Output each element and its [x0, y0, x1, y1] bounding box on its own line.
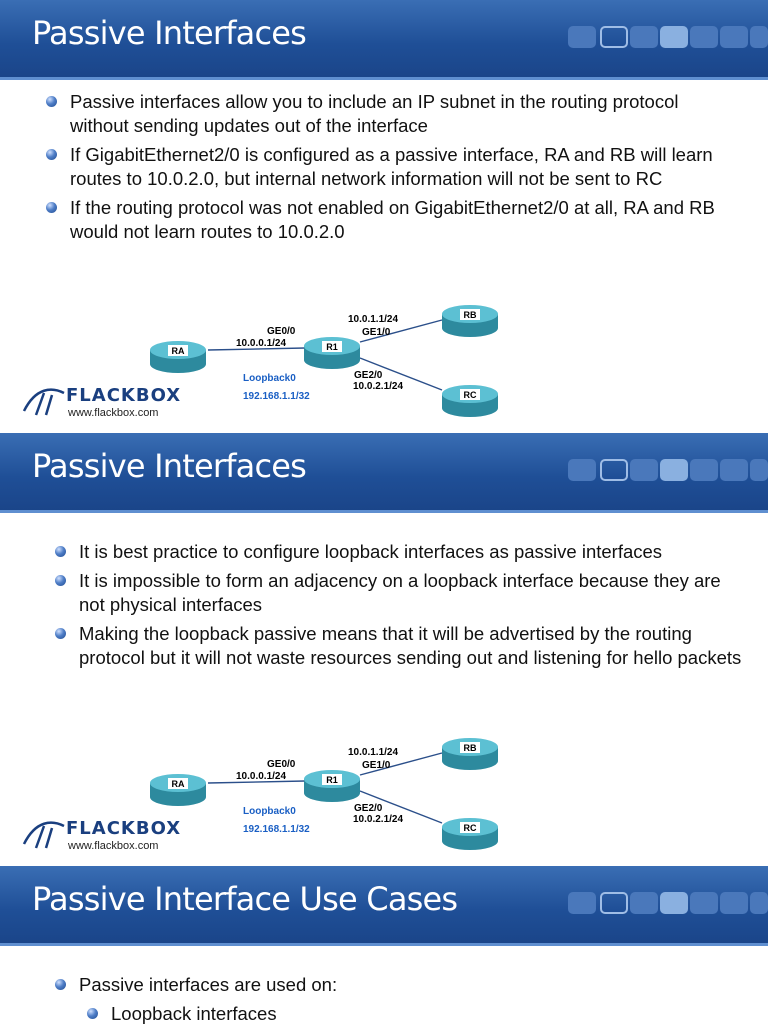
- ip-label: 10.0.2.1/24: [353, 814, 404, 825]
- router-rc-icon: [442, 818, 498, 850]
- slide-3: [0, 866, 768, 1024]
- router-label: R1: [326, 775, 338, 785]
- bullet-list: [55, 540, 745, 675]
- ip-label: 10.0.0.1/24: [236, 771, 287, 782]
- router-ra-icon: [150, 341, 206, 373]
- interface-label: GE2/0: [354, 803, 383, 814]
- bullet-icon: [87, 1008, 98, 1019]
- logo-url: www.flackbox.com: [68, 407, 159, 419]
- logo-brand: FLACKBOX: [66, 385, 182, 406]
- ip-label: 10.0.1.1/24: [348, 747, 399, 758]
- banner-decoration: [568, 892, 768, 918]
- bullet-icon: [55, 628, 66, 639]
- router-label: RA: [171, 346, 185, 356]
- sub-bullet-item: Loopback interfaces: [55, 1002, 745, 1024]
- bullet-icon: [46, 149, 57, 160]
- flackbox-logo-icon: [22, 385, 66, 417]
- network-diagram: [140, 723, 520, 863]
- router-label: RC: [463, 390, 477, 400]
- router-rc-icon: [442, 385, 498, 417]
- bullet-icon: [55, 979, 66, 990]
- logo-url: www.flackbox.com: [68, 840, 159, 852]
- loopback-ip-label: 192.168.1.1/32: [243, 824, 310, 835]
- interface-label: GE0/0: [267, 326, 296, 337]
- banner-decoration: [568, 26, 768, 52]
- bullet-item: It is impossible to form an adjacency on a loopback interface because they are not physical interfaces: [55, 569, 745, 617]
- flackbox-logo: [22, 818, 182, 854]
- router-label: RC: [463, 823, 477, 833]
- router-rb-icon: [442, 305, 498, 337]
- router-label: R1: [326, 342, 338, 352]
- router-label: RB: [463, 743, 477, 753]
- slide-banner: [0, 0, 768, 80]
- bullet-item: Making the loopback passive means that it will be advertised by the routing protocol but it will not waste resources sending out and listening for hello packets: [55, 622, 745, 670]
- loopback-label: Loopback0: [243, 806, 296, 817]
- slide-1: [0, 0, 768, 432]
- ip-label: 10.0.0.1/24: [236, 338, 287, 349]
- slide-banner: [0, 433, 768, 513]
- router-label: RB: [463, 310, 477, 320]
- router-r1-icon: [304, 337, 360, 369]
- loopback-label: Loopback0: [243, 373, 296, 384]
- bullet-item: If GigabitEthernet2/0 is configured as a passive interface, RA and RB will learn routes to 10.0.2.0, but internal network information will not be sent to RC: [46, 143, 736, 191]
- bullet-item: Passive interfaces are used on:: [55, 973, 745, 997]
- bullet-item: Passive interfaces allow you to include an IP subnet in the routing protocol without sending updates out of the interface: [46, 90, 736, 138]
- network-diagram: [140, 290, 520, 430]
- interface-label: GE1/0: [362, 327, 391, 338]
- router-label: RA: [171, 779, 185, 789]
- interface-label: GE2/0: [354, 370, 383, 381]
- bullet-icon: [46, 96, 57, 107]
- bullet-icon: [55, 575, 66, 586]
- bullet-list: [46, 90, 736, 249]
- router-r1-icon: [304, 770, 360, 802]
- slide-2: [0, 433, 768, 864]
- slide-title: Passive Interfaces: [32, 14, 307, 52]
- slide-banner: [0, 866, 768, 946]
- interface-label: GE0/0: [267, 759, 296, 770]
- bullet-icon: [46, 202, 57, 213]
- bullet-item: If the routing protocol was not enabled on GigabitEthernet2/0 at all, RA and RB would not learn routes to 10.0.2.0: [46, 196, 736, 244]
- bullet-item: It is best practice to configure loopback interfaces as passive interfaces: [55, 540, 745, 564]
- interface-label: GE1/0: [362, 760, 391, 771]
- flackbox-logo-icon: [22, 818, 66, 850]
- ip-label: 10.0.1.1/24: [348, 314, 399, 325]
- logo-brand: FLACKBOX: [66, 818, 182, 839]
- ip-label: 10.0.2.1/24: [353, 381, 404, 392]
- bullet-list: [55, 973, 745, 1024]
- router-ra-icon: [150, 774, 206, 806]
- slide-title: Passive Interface Use Cases: [32, 880, 458, 918]
- bullet-icon: [55, 546, 66, 557]
- router-rb-icon: [442, 738, 498, 770]
- slide-title: Passive Interfaces: [32, 447, 307, 485]
- loopback-ip-label: 192.168.1.1/32: [243, 391, 310, 402]
- flackbox-logo: [22, 385, 182, 421]
- banner-decoration: [568, 459, 768, 485]
